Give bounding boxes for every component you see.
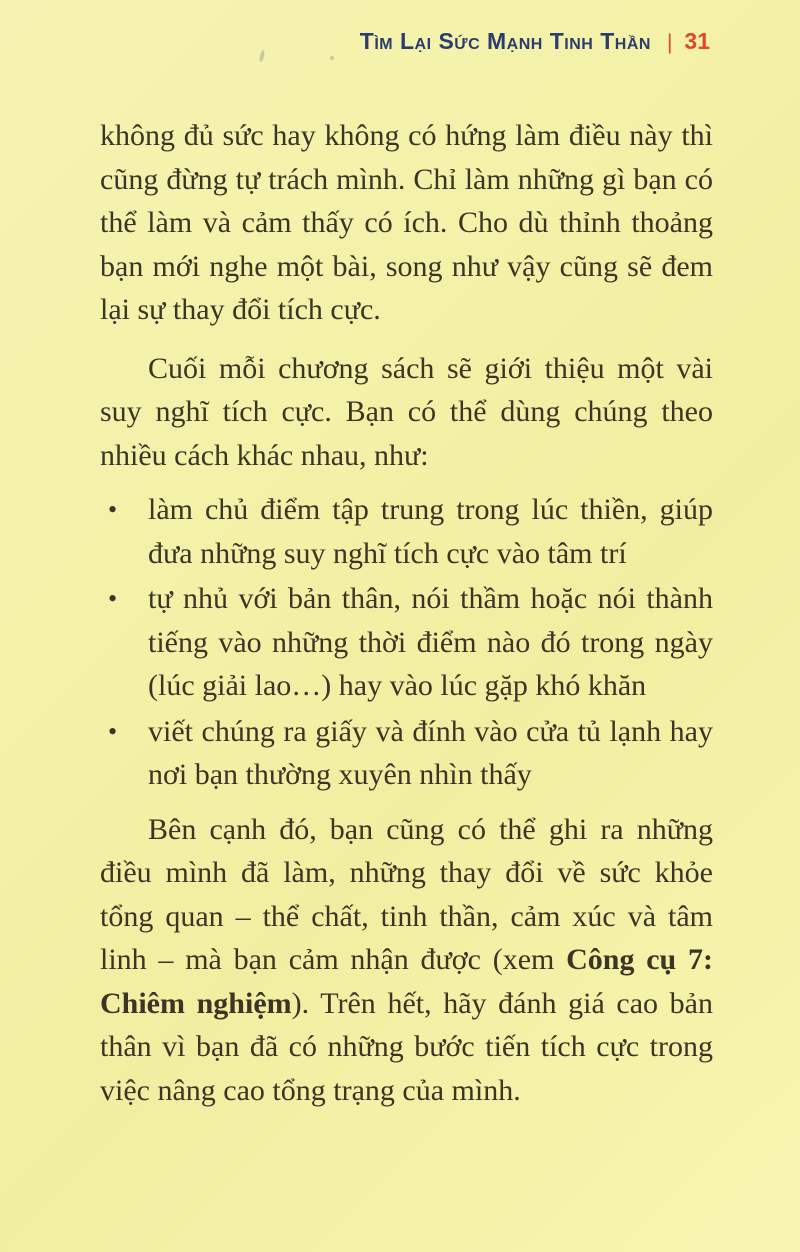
list-item <box>100 710 713 797</box>
bullet-text: tự nhủ với bản thân, nói thầm hoặc nói thành tiếng vào những thời điểm nào đó trong ngày (lúc giải lao…) hay vào lúc gặp khó khăn <box>148 582 713 702</box>
tool-reference: Công cụ 7: Chiêm nghiệm <box>100 943 713 1020</box>
page-number: 31 <box>684 28 710 54</box>
body-text <box>100 114 713 1112</box>
bullet-icon: • <box>108 495 118 524</box>
list-item <box>100 488 713 575</box>
closing-text-end: ). Trên hết, hãy đánh giá cao bản thân vì bạn đã có những bước tiến tích cực trong việc nâng cao tổng trạng của mình. <box>100 986 713 1107</box>
bullet-text: làm chủ điểm tập trung trong lúc thiền, giúp đưa những suy nghĩ tích cực vào tâm trí <box>148 493 713 570</box>
running-head <box>0 28 710 55</box>
bullet-list <box>100 488 713 797</box>
scan-speckle <box>330 56 334 60</box>
chapter-title: Tìm Lại Sức Mạnh Tinh Thần <box>359 28 651 54</box>
paragraph-closing <box>100 808 713 1113</box>
closing-text-start: Bên cạnh đó, bạn cũng có thể ghi ra những điều mình đã làm, những thay đổi về sức khỏe tổng quan – thể chất, tinh thần, cảm xúc và tâm linh – mà bạn cảm nhận được (xem <box>100 812 713 976</box>
bullet-icon: • <box>108 716 118 746</box>
bullet-icon: • <box>108 584 118 613</box>
list-item <box>100 577 713 708</box>
header-separator: | <box>666 31 673 54</box>
paragraph-tools-intro: Cuối mỗi chương sách sẽ giới thiệu một vài suy nghĩ tích cực. Bạn có thể dùng chúng theo nhiều cách khác nhau, như: <box>100 351 713 472</box>
paragraph-continued: không đủ sức hay không có hứng làm điều này thì cũng đừng tự trách mình. Chỉ làm những gì bạn có thể làm và cảm thấy có ích. Cho dù thỉnh thoảng bạn mới nghe một bài, song như vậy cũng sẽ đem lại sự thay đổi tích cực. <box>100 119 713 326</box>
bullet-text: viết chúng ra giấy và đính vào cửa tủ lạnh hay nơi bạn thường xuyên nhìn thấy <box>148 714 713 791</box>
